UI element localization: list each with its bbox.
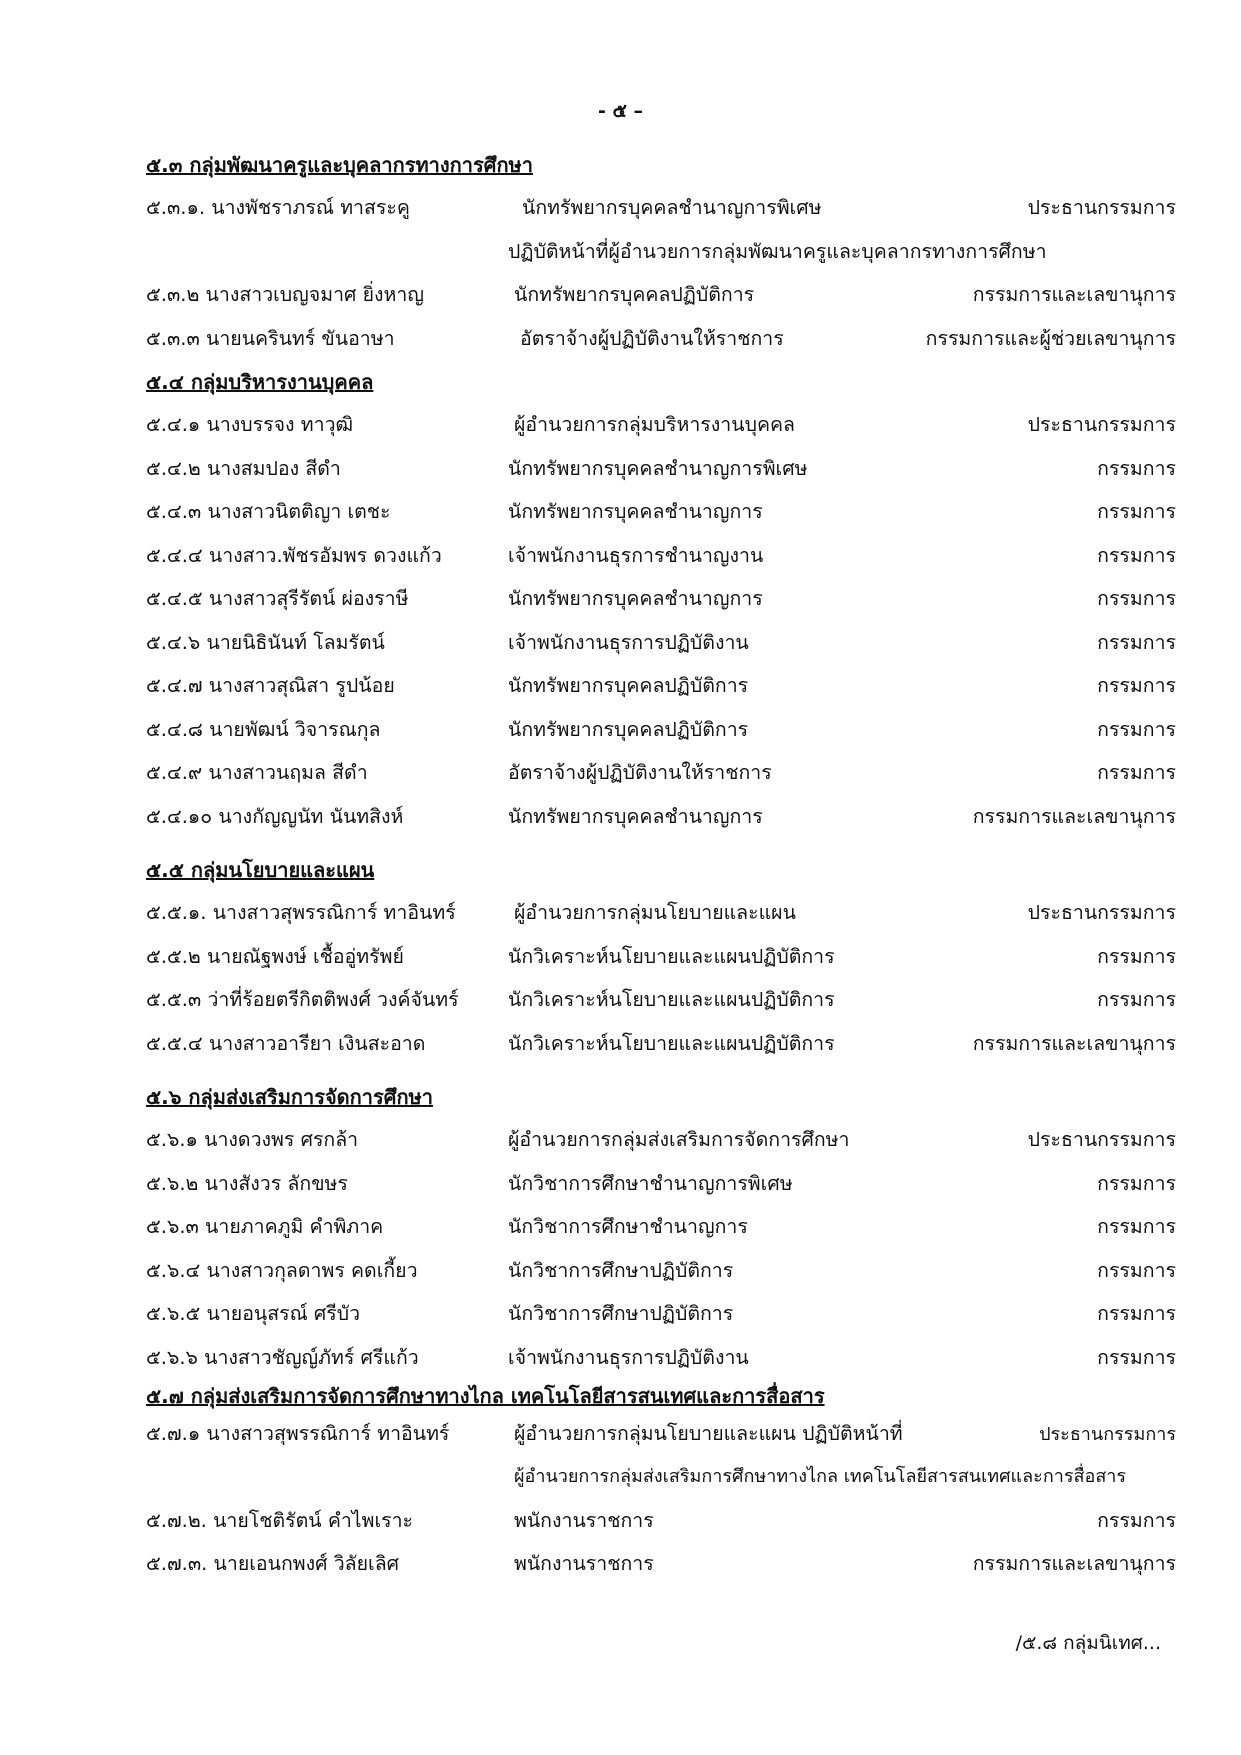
member-name: ๕.๔.๕ นางสาวสุรีรัตน์ ผ่องราษี bbox=[146, 587, 409, 610]
member-role: กรรมการ bbox=[1097, 1258, 1176, 1282]
continuation-note: /๕.๘ กลุ่มนิเทศ... bbox=[1015, 1632, 1161, 1654]
list-item bbox=[146, 802, 1176, 846]
page-number: - ๕ – bbox=[598, 100, 643, 122]
member-role: กรรมการ bbox=[1097, 944, 1176, 968]
member-name: ๕.๕.๑. นางสาวสุพรรณิการ์ ทาอินทร์ bbox=[146, 901, 456, 924]
section-5-5 bbox=[146, 855, 1176, 1072]
list-item bbox=[146, 280, 1176, 324]
section-5-6 bbox=[146, 1082, 1176, 1381]
list-item bbox=[146, 758, 1176, 802]
list-item bbox=[146, 1169, 1176, 1213]
member-name: ๕.๖.๒ นางสังวร ลักขษร bbox=[146, 1171, 348, 1195]
list-item bbox=[146, 898, 1176, 942]
list-item-note bbox=[146, 1462, 1176, 1506]
list-item bbox=[146, 541, 1176, 585]
list-item bbox=[146, 454, 1176, 498]
member-name: ๕.๔.๔ นางสาว.พัชรอัมพร ดวงแก้ว bbox=[146, 543, 442, 567]
member-position: เจ้าพนักงานธุรการชำนาญงาน bbox=[508, 543, 764, 567]
member-role: กรรมการและเลขานุการ bbox=[972, 1552, 1176, 1575]
member-name: ๕.๕.๓ ว่าที่ร้อยตรีกิตติพงศ์ วงค์จันทร์ bbox=[146, 988, 459, 1011]
member-role: กรรมการ bbox=[1097, 761, 1176, 784]
member-name: ๕.๔.๙ นางสาวนฤมล สีดำ bbox=[146, 761, 368, 784]
member-position: นักทรัพยากรบุคคลปฏิบัติการ bbox=[508, 717, 749, 741]
member-position: เจ้าพนักงานธุรการปฏิบัติงาน bbox=[508, 1345, 749, 1369]
member-name: ๕.๖.๓ นายภาคภูมิ คำพิภาค bbox=[146, 1215, 384, 1238]
section-heading: ๕.๕ กลุ่มนโยบายและแผน bbox=[146, 858, 375, 882]
list-item bbox=[146, 1212, 1176, 1256]
member-position: อัตราจ้างผู้ปฏิบัติงานให้ราชการ bbox=[520, 326, 784, 350]
member-position: นักวิเคราะห์นโยบายและแผนปฏิบัติการ bbox=[508, 944, 835, 968]
member-name: ๕.๔.๑ นางบรรจง ทาวุฒิ bbox=[146, 413, 354, 436]
list-item bbox=[146, 1299, 1176, 1343]
list-item bbox=[146, 628, 1176, 672]
member-position: นักวิชาการศึกษาปฏิบัติการ bbox=[508, 1302, 734, 1325]
list-item bbox=[146, 1256, 1176, 1300]
member-name: ๕.๔.๒ นางสมปอง สีดำ bbox=[146, 456, 341, 480]
member-role: กรรมการ bbox=[1097, 988, 1176, 1011]
member-name: ๕.๔.๖ นายนิธินันท์ โลมรัตน์ bbox=[146, 630, 385, 654]
member-position: นักทรัพยากรบุคคลชำนาญการ bbox=[508, 587, 763, 610]
member-role: กรรมการ bbox=[1097, 587, 1176, 610]
list-item bbox=[146, 324, 1176, 368]
member-role: กรรมการ bbox=[1097, 717, 1176, 741]
member-role: กรรมการ bbox=[1097, 1302, 1176, 1325]
member-role: กรรมการ bbox=[1097, 1345, 1176, 1369]
member-role: ประธานกรรมการ bbox=[1027, 901, 1176, 924]
list-item bbox=[146, 985, 1176, 1029]
member-position: ผู้อำนวยการกลุ่มส่งเสริมการจัดการศึกษา bbox=[508, 1128, 850, 1151]
member-role: ประธานกรรมการ bbox=[1039, 1423, 1176, 1445]
member-name: ๕.๔.๗ นางสาวสุณิสา รูปน้อย bbox=[146, 674, 395, 697]
committee-list bbox=[146, 150, 1176, 1593]
member-role: กรรมการและเลขานุการ bbox=[972, 804, 1176, 828]
list-item bbox=[146, 1029, 1176, 1073]
member-role: กรรมการและเลขานุการ bbox=[972, 283, 1176, 306]
member-position: ผู้อำนวยการกลุ่มบริหารงานบุคคล bbox=[514, 413, 795, 436]
list-item bbox=[146, 1506, 1176, 1550]
member-name: ๕.๔.๘ นายพัฒน์ วิจารณกุล bbox=[146, 717, 381, 741]
member-name: ๕.๕.๒ นายณัฐพงษ์ เชื้ออู่ทรัพย์ bbox=[146, 944, 404, 968]
member-role: กรรมการ bbox=[1097, 1171, 1176, 1195]
member-position-note: ปฏิบัติหน้าที่ผู้อำนวยการกลุ่มพัฒนาครูและบุคลากรทางการศึกษา bbox=[508, 239, 1047, 263]
member-position: นักวิเคราะห์นโยบายและแผนปฏิบัติการ bbox=[508, 988, 835, 1011]
member-role: กรรมการและเลขานุการ bbox=[972, 1031, 1176, 1055]
list-item bbox=[146, 193, 1176, 237]
member-position: ผู้อำนวยการกลุ่มนโยบายและแผน bbox=[514, 901, 796, 924]
member-role: ประธานกรรมการ bbox=[1027, 413, 1176, 436]
member-position: นักทรัพยากรบุคคลชำนาญการ bbox=[508, 500, 763, 523]
list-item bbox=[146, 1343, 1176, 1381]
member-name: ๕.๓.๑. นางพัชราภรณ์ ทาสระคู bbox=[146, 196, 410, 219]
member-role: กรรมการ bbox=[1097, 630, 1176, 654]
member-name: ๕.๖.๔ นางสาวกุลดาพร คดเกี้ยว bbox=[146, 1258, 418, 1282]
member-name: ๕.๖.๑ นางดวงพร ศรกล้า bbox=[146, 1128, 359, 1151]
member-name: ๕.๓.๓ นายนครินทร์ ขันอาษา bbox=[146, 326, 395, 350]
section-5-4 bbox=[146, 367, 1176, 845]
member-position: นักทรัพยากรบุคคลชำนาญการพิเศษ bbox=[522, 196, 822, 219]
member-name: ๕.๖.๕ นายอนุสรณ์ ศรีบัว bbox=[146, 1302, 361, 1325]
list-item bbox=[146, 410, 1176, 454]
member-position: นักวิชาการศึกษาปฏิบัติการ bbox=[508, 1258, 734, 1282]
member-role: กรรมการและผู้ช่วยเลขานุการ bbox=[925, 326, 1176, 350]
section-heading: ๕.๓ กลุ่มพัฒนาครูและบุคลากรทางการศึกษา bbox=[146, 153, 533, 177]
list-item bbox=[146, 497, 1176, 541]
member-position-note: ผู้อำนวยการกลุ่มส่งเสริมการศึกษาทางไกล เทคโนโลยีสารสนเทศและการสื่อสาร bbox=[514, 1466, 1127, 1487]
list-item bbox=[146, 1125, 1176, 1169]
section-heading: ๕.๔ กลุ่มบริหารงานบุคคล bbox=[146, 370, 374, 394]
list-item bbox=[146, 584, 1176, 628]
member-name: ๕.๔.๑๐ นางกัญญนัท นันทสิงห์ bbox=[146, 804, 404, 828]
member-role: กรรมการ bbox=[1097, 1215, 1176, 1238]
member-position: เจ้าพนักงานธุรการปฏิบัติงาน bbox=[508, 630, 749, 654]
list-item bbox=[146, 1549, 1176, 1593]
member-role: กรรมการ bbox=[1097, 456, 1176, 480]
section-heading: ๕.๗ กลุ่มส่งเสริมการจัดการศึกษาทางไกล เทคโนโลยีสารสนเทศและการสื่อสาร bbox=[146, 1383, 825, 1408]
member-position: อัตราจ้างผู้ปฏิบัติงานให้ราชการ bbox=[508, 761, 772, 784]
list-item-note bbox=[146, 237, 1176, 281]
member-role: กรรมการ bbox=[1097, 543, 1176, 567]
list-item bbox=[146, 671, 1176, 715]
member-name: ๕.๕.๔ นางสาวอารียา เงินสะอาด bbox=[146, 1031, 426, 1055]
member-position: นักทรัพยากรบุคคลชำนาญการ bbox=[508, 804, 763, 828]
member-position: ผู้อำนวยการกลุ่มนโยบายและแผน ปฏิบัติหน้าที่ bbox=[514, 1421, 903, 1445]
member-position: พนักงานราชการ bbox=[514, 1552, 654, 1575]
list-item bbox=[146, 1419, 1176, 1463]
member-position: พนักงานราชการ bbox=[514, 1508, 654, 1532]
member-position: นักวิชาการศึกษาชำนาญการ bbox=[508, 1215, 748, 1238]
member-name: ๕.๔.๓ นางสาวนิตติญา เตชะ bbox=[146, 500, 391, 523]
member-role: กรรมการ bbox=[1097, 674, 1176, 697]
member-position: นักทรัพยากรบุคคลปฏิบัติการ bbox=[514, 283, 755, 306]
section-5-3 bbox=[146, 150, 1176, 367]
member-position: นักวิชาการศึกษาชำนาญการพิเศษ bbox=[508, 1171, 793, 1195]
member-name: ๕.๖.๖ นางสาวชัญญ์ภัทร์ ศรีแก้ว bbox=[146, 1345, 419, 1369]
section-heading: ๕.๖ กลุ่มส่งเสริมการจัดการศึกษา bbox=[146, 1085, 433, 1109]
list-item bbox=[146, 715, 1176, 759]
member-role: กรรมการ bbox=[1097, 500, 1176, 523]
member-name: ๕.๗.๑ นางสาวสุพรรณิการ์ ทาอินทร์ bbox=[146, 1421, 450, 1445]
member-position: นักวิเคราะห์นโยบายและแผนปฏิบัติการ bbox=[508, 1031, 835, 1055]
member-role: กรรมการ bbox=[1097, 1508, 1176, 1532]
member-name: ๕.๗.๒. นายโชติรัตน์ คำไพเราะ bbox=[146, 1508, 414, 1532]
member-position: นักทรัพยากรบุคคลชำนาญการพิเศษ bbox=[508, 456, 808, 480]
member-name: ๕.๗.๓. นายเอนกพงศ์ วิลัยเลิศ bbox=[146, 1552, 400, 1575]
member-name: ๕.๓.๒ นางสาวเบญจมาศ ยิ่งหาญ bbox=[146, 283, 424, 306]
member-position: นักทรัพยากรบุคคลปฏิบัติการ bbox=[508, 674, 749, 697]
section-5-7 bbox=[146, 1381, 1176, 1593]
member-role: ประธานกรรมการ bbox=[1027, 1128, 1176, 1151]
member-role: ประธานกรรมการ bbox=[1027, 196, 1176, 219]
list-item bbox=[146, 942, 1176, 986]
